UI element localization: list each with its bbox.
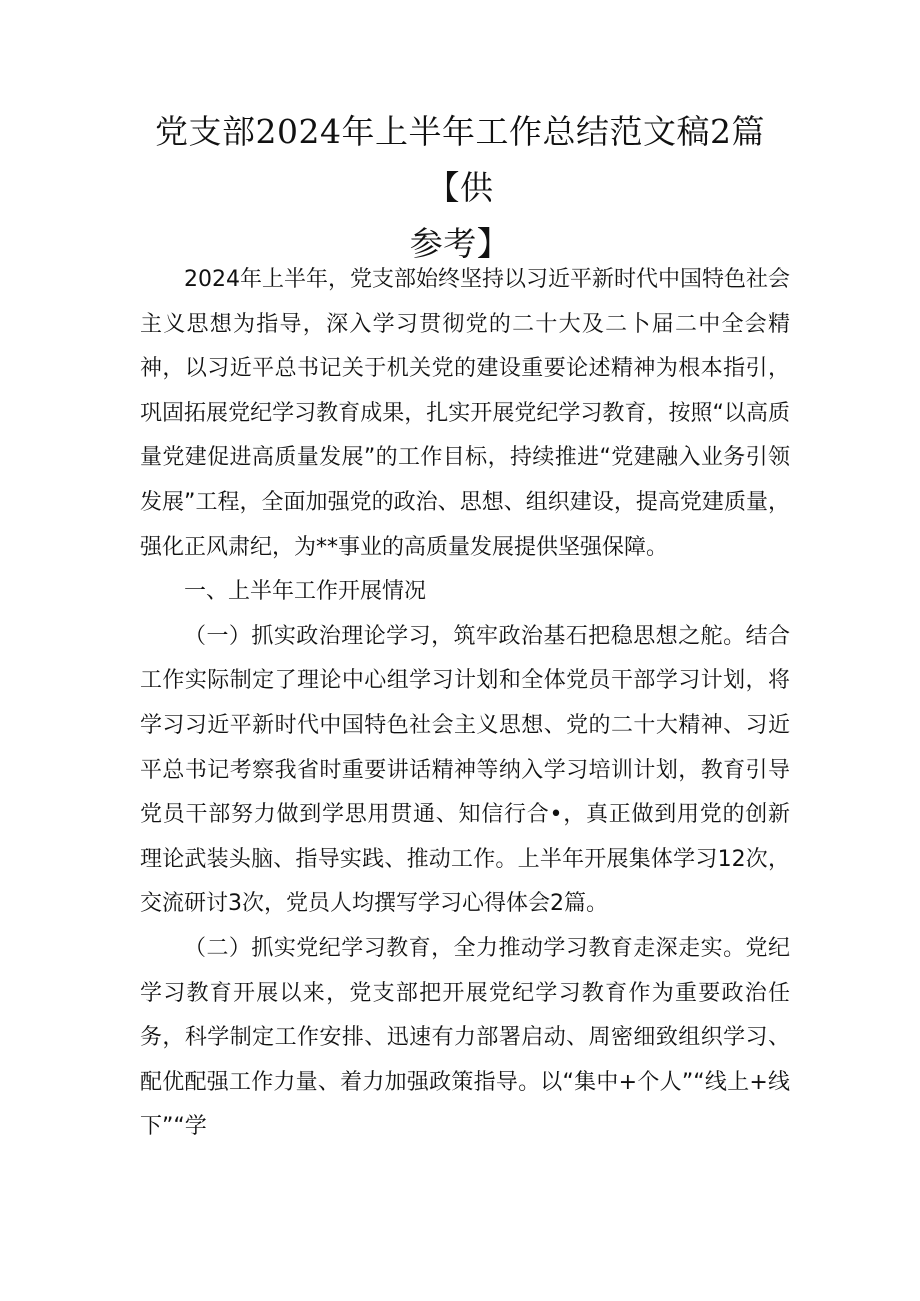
document-body bbox=[140, 258, 790, 1150]
document-title-line-1: 党支部2024年上半年工作总结范文稿2篇【供 bbox=[155, 112, 765, 207]
section-1-heading: 一、上半年工作开展情况 bbox=[184, 579, 427, 605]
document-title bbox=[140, 104, 780, 272]
item-2-paragraph: （二）抓实党纪学习教育，全力推动学习教育走深走实。党纪学习教育开展以来，党支部把开展党纪学习教育作为重要政治任务，科学制定工作安排、迅速有力部署启动、周密细致组织学习、配优配强工作力量、着力加强政策指导。以“集中+个人”“线上+线下”“学 bbox=[140, 935, 790, 1140]
item-1-paragraph: （一）抓实政治理论学习，筑牢政治基石把稳思想之舵。结合工作实际制定了理论中心组学习计划和全体党员干部学习计划，将学习习近平新时代中国特色社会主义思想、党的二十大精神、习近平总书记考察我省时重要讲话精神等纳入学习培训计划，教育引导党员干部努力做到学思用贯通、知信行合•，真正做到用党的创新理论武装头脑、指导实践、推动工作。上半年开展集体学习12次，交流研讨3次，党员人均撰写学习心得体会2篇。 bbox=[140, 623, 790, 917]
intro-paragraph: 2024年上半年，党支部始终坚持以习近平新时代中国特色社会主义思想为指导，深入学习贯彻党的二十大及二卜届二中全会精神，以习近平总书记关于机关党的建设重要论述精神为根本指引，巩固拓展党纪学习教育成果，扎实开展党纪学习教育，按照“以高质量党建促进高质量发展”的工作目标，持续推进“党建融入业务引领发展”工程，全面加强党的政治、思想、组织建设，提高党建质量，强化正风肃纪，为**事业的高质量发展提供坚强保障。 bbox=[140, 267, 790, 560]
document-title-line-2: 参考】 bbox=[409, 224, 511, 263]
